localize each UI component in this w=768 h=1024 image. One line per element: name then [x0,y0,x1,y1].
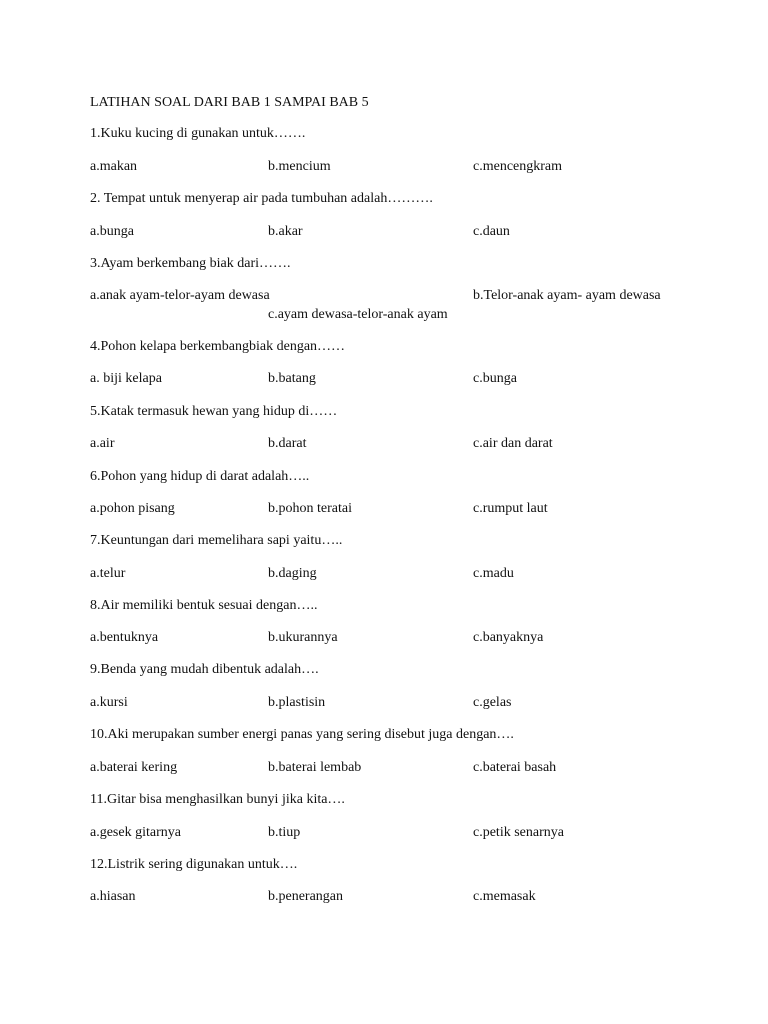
q6-option-c: c.rumput laut [473,501,548,516]
q5-option-a: a.air [90,436,115,451]
q5-option-c: c.air dan darat [473,436,553,451]
q3-option-c: c.ayam dewasa-telor-anak ayam [268,307,448,322]
q6-option-a: a.pohon pisang [90,501,175,516]
q9-option-a: a.kursi [90,695,128,710]
q11-option-a: a.gesek gitarnya [90,825,181,840]
q11-option-c: c.petik senarnya [473,825,564,840]
question-1: 1.Kuku kucing di gunakan untuk……. [90,126,306,141]
q2-option-b: b.akar [268,224,303,239]
q9-option-b: b.plastisin [268,695,326,710]
q3-option-a: a.anak ayam-telor-ayam dewasa [90,288,270,303]
document-title: LATIHAN SOAL DARI BAB 1 SAMPAI BAB 5 [90,95,369,110]
q4-option-b: b.batang [268,371,316,386]
question-12: 12.Listrik sering digunakan untuk…. [90,857,298,872]
q1-option-b: b.mencium [268,159,331,174]
q7-option-b: b.daging [268,566,317,581]
q1-option-c: c.mencengkram [473,159,563,174]
q10-option-a: a.baterai kering [90,760,178,775]
q3-option-b: b.Telor-anak ayam- ayam dewasa [473,288,661,303]
question-11: 11.Gitar bisa menghasilkan bunyi jika kita…. [90,792,345,807]
question-6: 6.Pohon yang hidup di darat adalah….. [90,469,310,484]
question-2: 2. Tempat untuk menyerap air pada tumbuhan adalah………. [90,191,433,206]
question-3: 3.Ayam berkembang biak dari……. [90,256,291,271]
q8-option-a: a.bentuknya [90,630,159,645]
q5-option-b: b.darat [268,436,307,451]
q10-option-c: c.baterai basah [473,760,557,775]
q12-option-c: c.memasak [473,889,536,904]
q8-option-b: b.ukurannya [268,630,338,645]
question-7: 7.Keuntungan dari memelihara sapi yaitu….. [90,533,343,548]
q2-option-a: a.bunga [90,224,134,239]
q9-option-c: c.gelas [473,695,512,710]
q4-option-a: a. biji kelapa [90,371,162,386]
q7-option-c: c.madu [473,566,514,581]
q8-option-c: c.banyaknya [473,630,544,645]
q12-option-a: a.hiasan [90,889,136,904]
q12-option-b: b.penerangan [268,889,344,904]
q2-option-c: c.daun [473,224,510,239]
q7-option-a: a.telur [90,566,126,581]
question-4: 4.Pohon kelapa berkembangbiak dengan…… [90,339,346,354]
q4-option-c: c.bunga [473,371,517,386]
question-5: 5.Katak termasuk hewan yang hidup di…… [90,404,338,419]
q6-option-b: b.pohon teratai [268,501,352,516]
q1-option-a: a.makan [90,159,138,174]
question-8: 8.Air memiliki bentuk sesuai dengan….. [90,598,318,613]
question-10: 10.Aki merupakan sumber energi panas yang sering disebut juga dengan…. [90,727,514,742]
question-9: 9.Benda yang mudah dibentuk adalah…. [90,662,319,677]
q10-option-b: b.baterai lembab [268,760,362,775]
q11-option-b: b.tiup [268,825,301,840]
